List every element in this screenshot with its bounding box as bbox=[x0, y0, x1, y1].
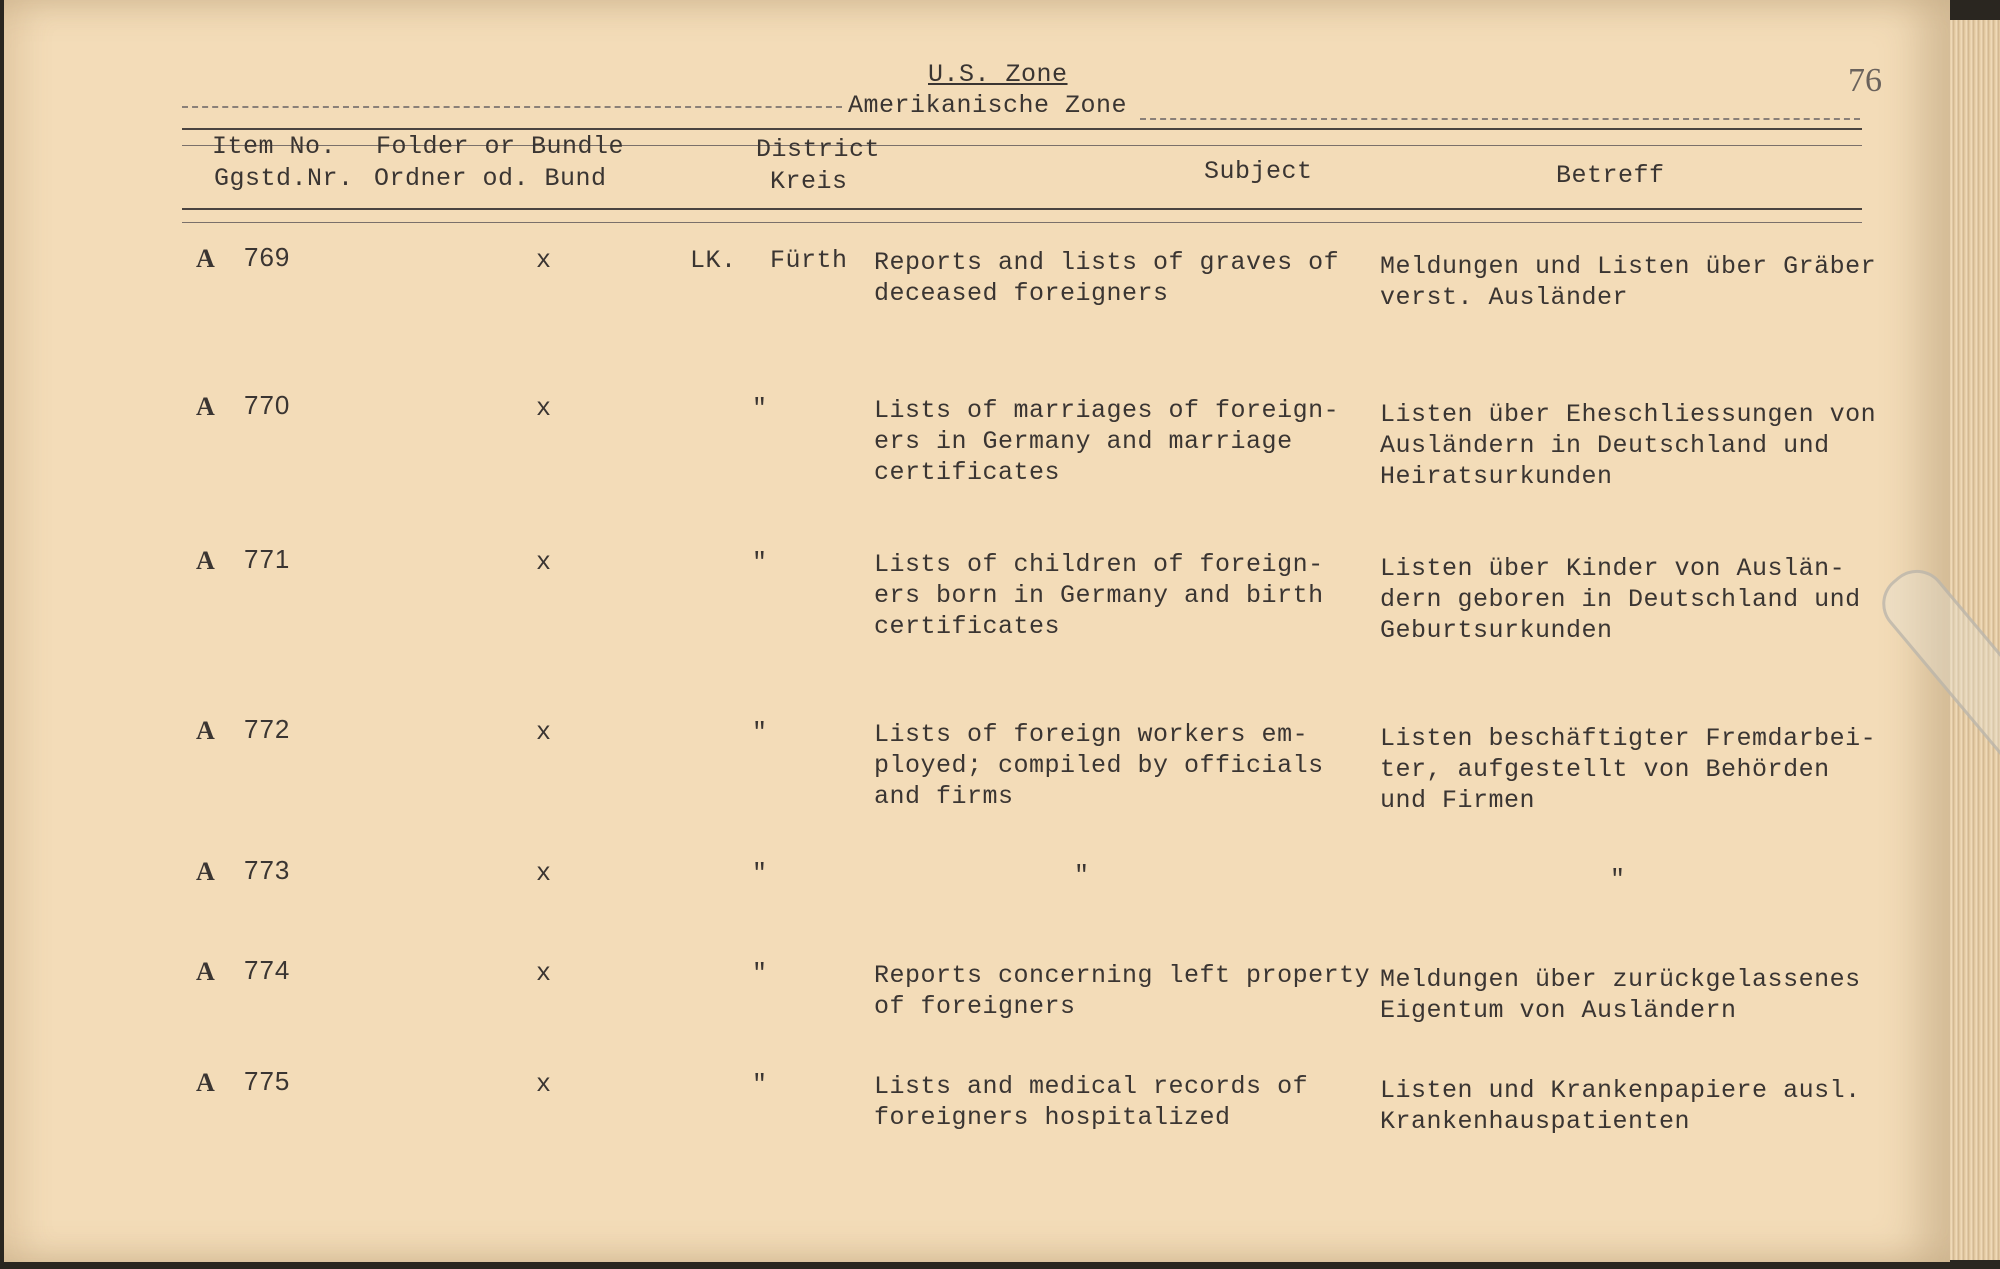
item-number: 775 bbox=[244, 1066, 291, 1096]
betreff-line: Listen über Kinder von Auslän- bbox=[1380, 554, 1846, 583]
col-district-en: District bbox=[756, 135, 881, 164]
col-betreff: Betreff bbox=[1556, 161, 1665, 190]
subject-line: Lists of foreign workers em- bbox=[874, 720, 1309, 749]
zone-title-de: Amerikanische Zone bbox=[848, 91, 1128, 120]
subject-line: deceased foreigners bbox=[874, 279, 1169, 308]
item-number: 771 bbox=[244, 544, 291, 574]
dashed-rule-top-right bbox=[1140, 118, 1860, 120]
betreff-line: verst. Ausländer bbox=[1380, 283, 1629, 312]
col-item-de: Ggstd.Nr. bbox=[214, 164, 354, 193]
item-number: 772 bbox=[244, 714, 291, 744]
folder-marker: x bbox=[536, 246, 552, 275]
zone-title-en: U.S. Zone bbox=[928, 60, 1068, 89]
subject-line: Lists of marriages of foreign- bbox=[874, 396, 1340, 425]
folder-marker: x bbox=[536, 394, 552, 423]
betreff-line: Eigentum von Ausländern bbox=[1380, 996, 1737, 1025]
item-mark: A bbox=[196, 957, 215, 986]
district-name: " bbox=[752, 718, 768, 747]
item-mark: A bbox=[196, 716, 215, 745]
item-mark: A bbox=[196, 857, 215, 886]
betreff-line: dern geboren in Deutschland und bbox=[1380, 585, 1861, 614]
district-name: " bbox=[752, 394, 768, 423]
betreff-line: Listen und Krankenpapiere ausl. bbox=[1380, 1076, 1861, 1105]
betreff-line: ter, aufgestellt von Behörden bbox=[1380, 755, 1830, 784]
betreff-line: Meldungen und Listen über Gräber bbox=[1380, 252, 1877, 281]
col-folder-de: Ordner od. Bund bbox=[374, 164, 607, 193]
item-mark: A bbox=[196, 1068, 215, 1097]
betreff-line: Krankenhauspatienten bbox=[1380, 1107, 1691, 1136]
header-rule-bottom bbox=[182, 208, 1862, 210]
header-rule-bottom-2 bbox=[182, 222, 1862, 223]
folder-marker: x bbox=[536, 1070, 552, 1099]
item-mark: A bbox=[196, 244, 215, 273]
subject-line: Lists and medical records of bbox=[874, 1072, 1309, 1101]
item-number: 773 bbox=[244, 855, 291, 885]
col-subject: Subject bbox=[1204, 157, 1313, 186]
betreff-line: Geburtsurkunden bbox=[1380, 616, 1613, 645]
subject-line: Reports concerning left property bbox=[874, 961, 1371, 990]
header-rule-top bbox=[182, 128, 1862, 130]
subject-line: Reports and lists of graves of bbox=[874, 248, 1340, 277]
subject-line: ers in Germany and marriage bbox=[874, 427, 1293, 456]
subject-line: foreigners hospitalized bbox=[874, 1103, 1231, 1132]
folder-marker: x bbox=[536, 548, 552, 577]
subject-line: certificates bbox=[874, 458, 1061, 487]
district-name: " bbox=[752, 548, 768, 577]
district-name: " bbox=[752, 959, 768, 988]
folder-marker: x bbox=[536, 718, 552, 747]
betreff-line: Listen beschäftigter Fremdarbei- bbox=[1380, 724, 1877, 753]
item-mark: A bbox=[196, 546, 215, 575]
page-number: 76 bbox=[1848, 62, 1882, 99]
folder-marker: x bbox=[536, 959, 552, 988]
col-item-en: Item No. bbox=[212, 132, 337, 161]
col-folder-en: Folder or Bundle bbox=[376, 132, 625, 161]
subject-line: Lists of children of foreign- bbox=[874, 550, 1324, 579]
subject-line: " bbox=[1074, 861, 1090, 890]
subject-line: of foreigners bbox=[874, 992, 1076, 1021]
subject-line: ers born in Germany and birth bbox=[874, 581, 1324, 610]
district-name: " bbox=[752, 859, 768, 888]
subject-line: certificates bbox=[874, 612, 1061, 641]
dashed-rule-top bbox=[182, 106, 842, 108]
betreff-line: " bbox=[1610, 865, 1626, 894]
district-name: Fürth bbox=[770, 246, 848, 275]
folder-marker: x bbox=[536, 859, 552, 888]
district-name: " bbox=[752, 1070, 768, 1099]
district-prefix: LK. bbox=[690, 246, 737, 275]
item-mark: A bbox=[196, 392, 215, 421]
betreff-line: und Firmen bbox=[1380, 786, 1536, 815]
betreff-line: Ausländern in Deutschland und bbox=[1380, 431, 1830, 460]
subject-line: and firms bbox=[874, 782, 1014, 811]
item-number: 769 bbox=[244, 242, 291, 272]
betreff-line: Listen über Eheschliessungen von bbox=[1380, 400, 1877, 429]
betreff-line: Heiratsurkunden bbox=[1380, 462, 1613, 491]
col-district-de: Kreis bbox=[770, 167, 848, 196]
subject-line: ployed; compiled by officials bbox=[874, 751, 1324, 780]
item-number: 770 bbox=[244, 390, 291, 420]
item-number: 774 bbox=[244, 955, 291, 985]
betreff-line: Meldungen über zurückgelassenes bbox=[1380, 965, 1861, 994]
